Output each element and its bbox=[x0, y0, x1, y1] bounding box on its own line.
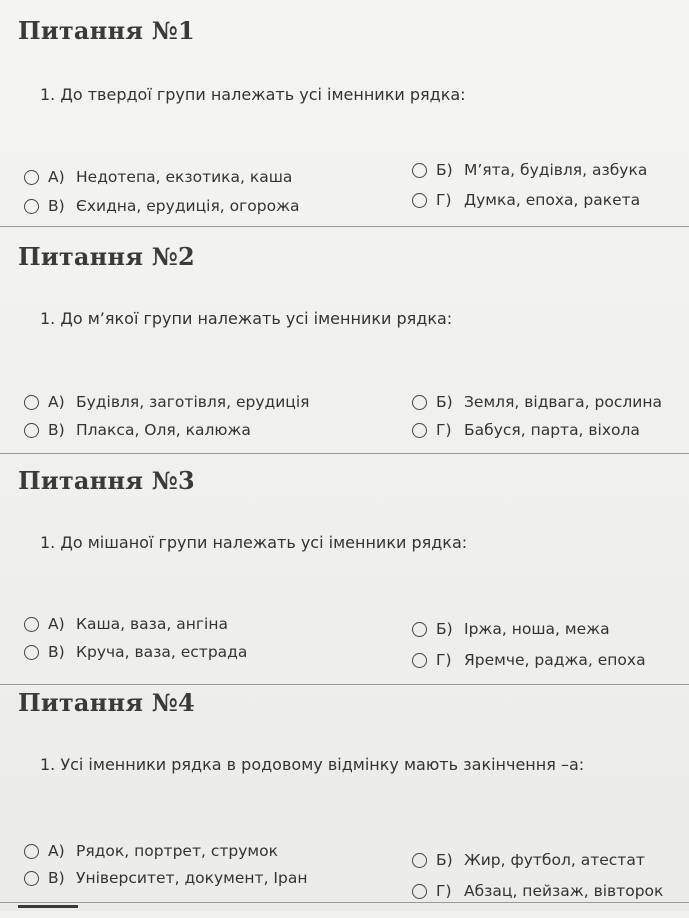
option-letter: Г) bbox=[436, 421, 452, 439]
radio-button-icon[interactable] bbox=[24, 617, 39, 632]
question-2-text: 1. До м’якої групи належать усі іменники рядка: bbox=[40, 309, 453, 328]
option-text: Рядок, портрет, струмок bbox=[76, 842, 278, 860]
section-divider bbox=[0, 902, 689, 903]
option-text: Абзац, пейзаж, вівторок bbox=[464, 882, 664, 900]
option-text: Жир, футбол, атестат bbox=[464, 851, 645, 869]
question-1-option-c[interactable] bbox=[24, 197, 300, 215]
question-4-option-c[interactable] bbox=[24, 869, 307, 887]
option-letter: В) bbox=[48, 643, 65, 661]
option-text: Яремче, раджа, епоха bbox=[464, 651, 646, 669]
option-text: Плакса, Оля, калюжа bbox=[76, 421, 251, 439]
question-4-option-d[interactable] bbox=[412, 882, 663, 900]
question-4-text: 1. Усі іменники рядка в родовому відмінку мають закінчення –а: bbox=[40, 755, 585, 774]
question-2-option-a[interactable] bbox=[24, 393, 310, 411]
radio-button-icon[interactable] bbox=[24, 170, 39, 185]
radio-button-icon[interactable] bbox=[412, 853, 427, 868]
option-letter: Б) bbox=[436, 620, 453, 638]
question-3-option-a[interactable] bbox=[24, 615, 228, 633]
option-text: Думка, епоха, ракета bbox=[464, 191, 641, 209]
radio-button-icon[interactable] bbox=[412, 193, 427, 208]
option-text: Недотепа, екзотика, каша bbox=[76, 168, 293, 186]
question-4-option-a[interactable] bbox=[24, 842, 278, 860]
question-2-option-b[interactable] bbox=[412, 393, 662, 411]
option-letter: Г) bbox=[436, 651, 452, 669]
option-letter: В) bbox=[48, 197, 65, 215]
section-divider bbox=[0, 684, 689, 685]
radio-button-icon[interactable] bbox=[412, 653, 427, 668]
option-text: Каша, ваза, ангіна bbox=[76, 615, 228, 633]
question-3-title: Питання №3 bbox=[18, 466, 195, 495]
radio-button-icon[interactable] bbox=[24, 395, 39, 410]
option-text: Будівля, заготівля, ерудиція bbox=[76, 393, 310, 411]
option-letter: А) bbox=[48, 615, 65, 633]
radio-button-icon[interactable] bbox=[24, 871, 39, 886]
radio-button-icon[interactable] bbox=[412, 423, 427, 438]
option-letter: А) bbox=[48, 168, 65, 186]
question-3-option-b[interactable] bbox=[412, 620, 610, 638]
question-3-option-c[interactable] bbox=[24, 643, 247, 661]
option-letter: В) bbox=[48, 869, 65, 887]
question-1-text: 1. До твердої групи належать усі іменники рядка: bbox=[40, 85, 466, 104]
question-1-title: Питання №1 bbox=[18, 16, 195, 45]
option-text: М’ята, будівля, азбука bbox=[464, 161, 648, 179]
radio-button-icon[interactable] bbox=[24, 423, 39, 438]
question-2-option-d[interactable] bbox=[412, 421, 640, 439]
option-letter: Б) bbox=[436, 393, 453, 411]
option-letter: А) bbox=[48, 393, 65, 411]
question-4-option-b[interactable] bbox=[412, 851, 645, 869]
option-text: Круча, ваза, естрада bbox=[76, 643, 248, 661]
radio-button-icon[interactable] bbox=[24, 645, 39, 660]
question-1-option-b[interactable] bbox=[412, 161, 647, 179]
option-text: Земля, відвага, рослина bbox=[464, 393, 662, 411]
radio-button-icon[interactable] bbox=[412, 163, 427, 178]
radio-button-icon[interactable] bbox=[412, 884, 427, 899]
next-section-title-fragment bbox=[18, 905, 78, 918]
question-2-option-c[interactable] bbox=[24, 421, 251, 439]
radio-button-icon[interactable] bbox=[412, 622, 427, 637]
option-letter: Б) bbox=[436, 161, 453, 179]
option-text: Єхидна, ерудиція, огорожа bbox=[76, 197, 300, 215]
option-letter: Г) bbox=[436, 882, 452, 900]
option-letter: Г) bbox=[436, 191, 452, 209]
section-divider bbox=[0, 226, 689, 227]
radio-button-icon[interactable] bbox=[412, 395, 427, 410]
radio-button-icon[interactable] bbox=[24, 199, 39, 214]
option-text: Іржа, ноша, межа bbox=[464, 620, 610, 638]
question-1-option-d[interactable] bbox=[412, 191, 640, 209]
question-2-title: Питання №2 bbox=[18, 242, 195, 271]
option-text: Університет, документ, Іран bbox=[76, 869, 308, 887]
option-letter: В) bbox=[48, 421, 65, 439]
question-3-text: 1. До мішаної групи належать усі іменники рядка: bbox=[40, 533, 468, 552]
option-letter: Б) bbox=[436, 851, 453, 869]
radio-button-icon[interactable] bbox=[24, 844, 39, 859]
question-1-option-a[interactable] bbox=[24, 168, 292, 186]
option-text: Бабуся, парта, віхола bbox=[464, 421, 640, 439]
option-letter: А) bbox=[48, 842, 65, 860]
section-divider bbox=[0, 453, 689, 454]
question-4-title: Питання №4 bbox=[18, 688, 195, 717]
question-3-option-d[interactable] bbox=[412, 651, 646, 669]
